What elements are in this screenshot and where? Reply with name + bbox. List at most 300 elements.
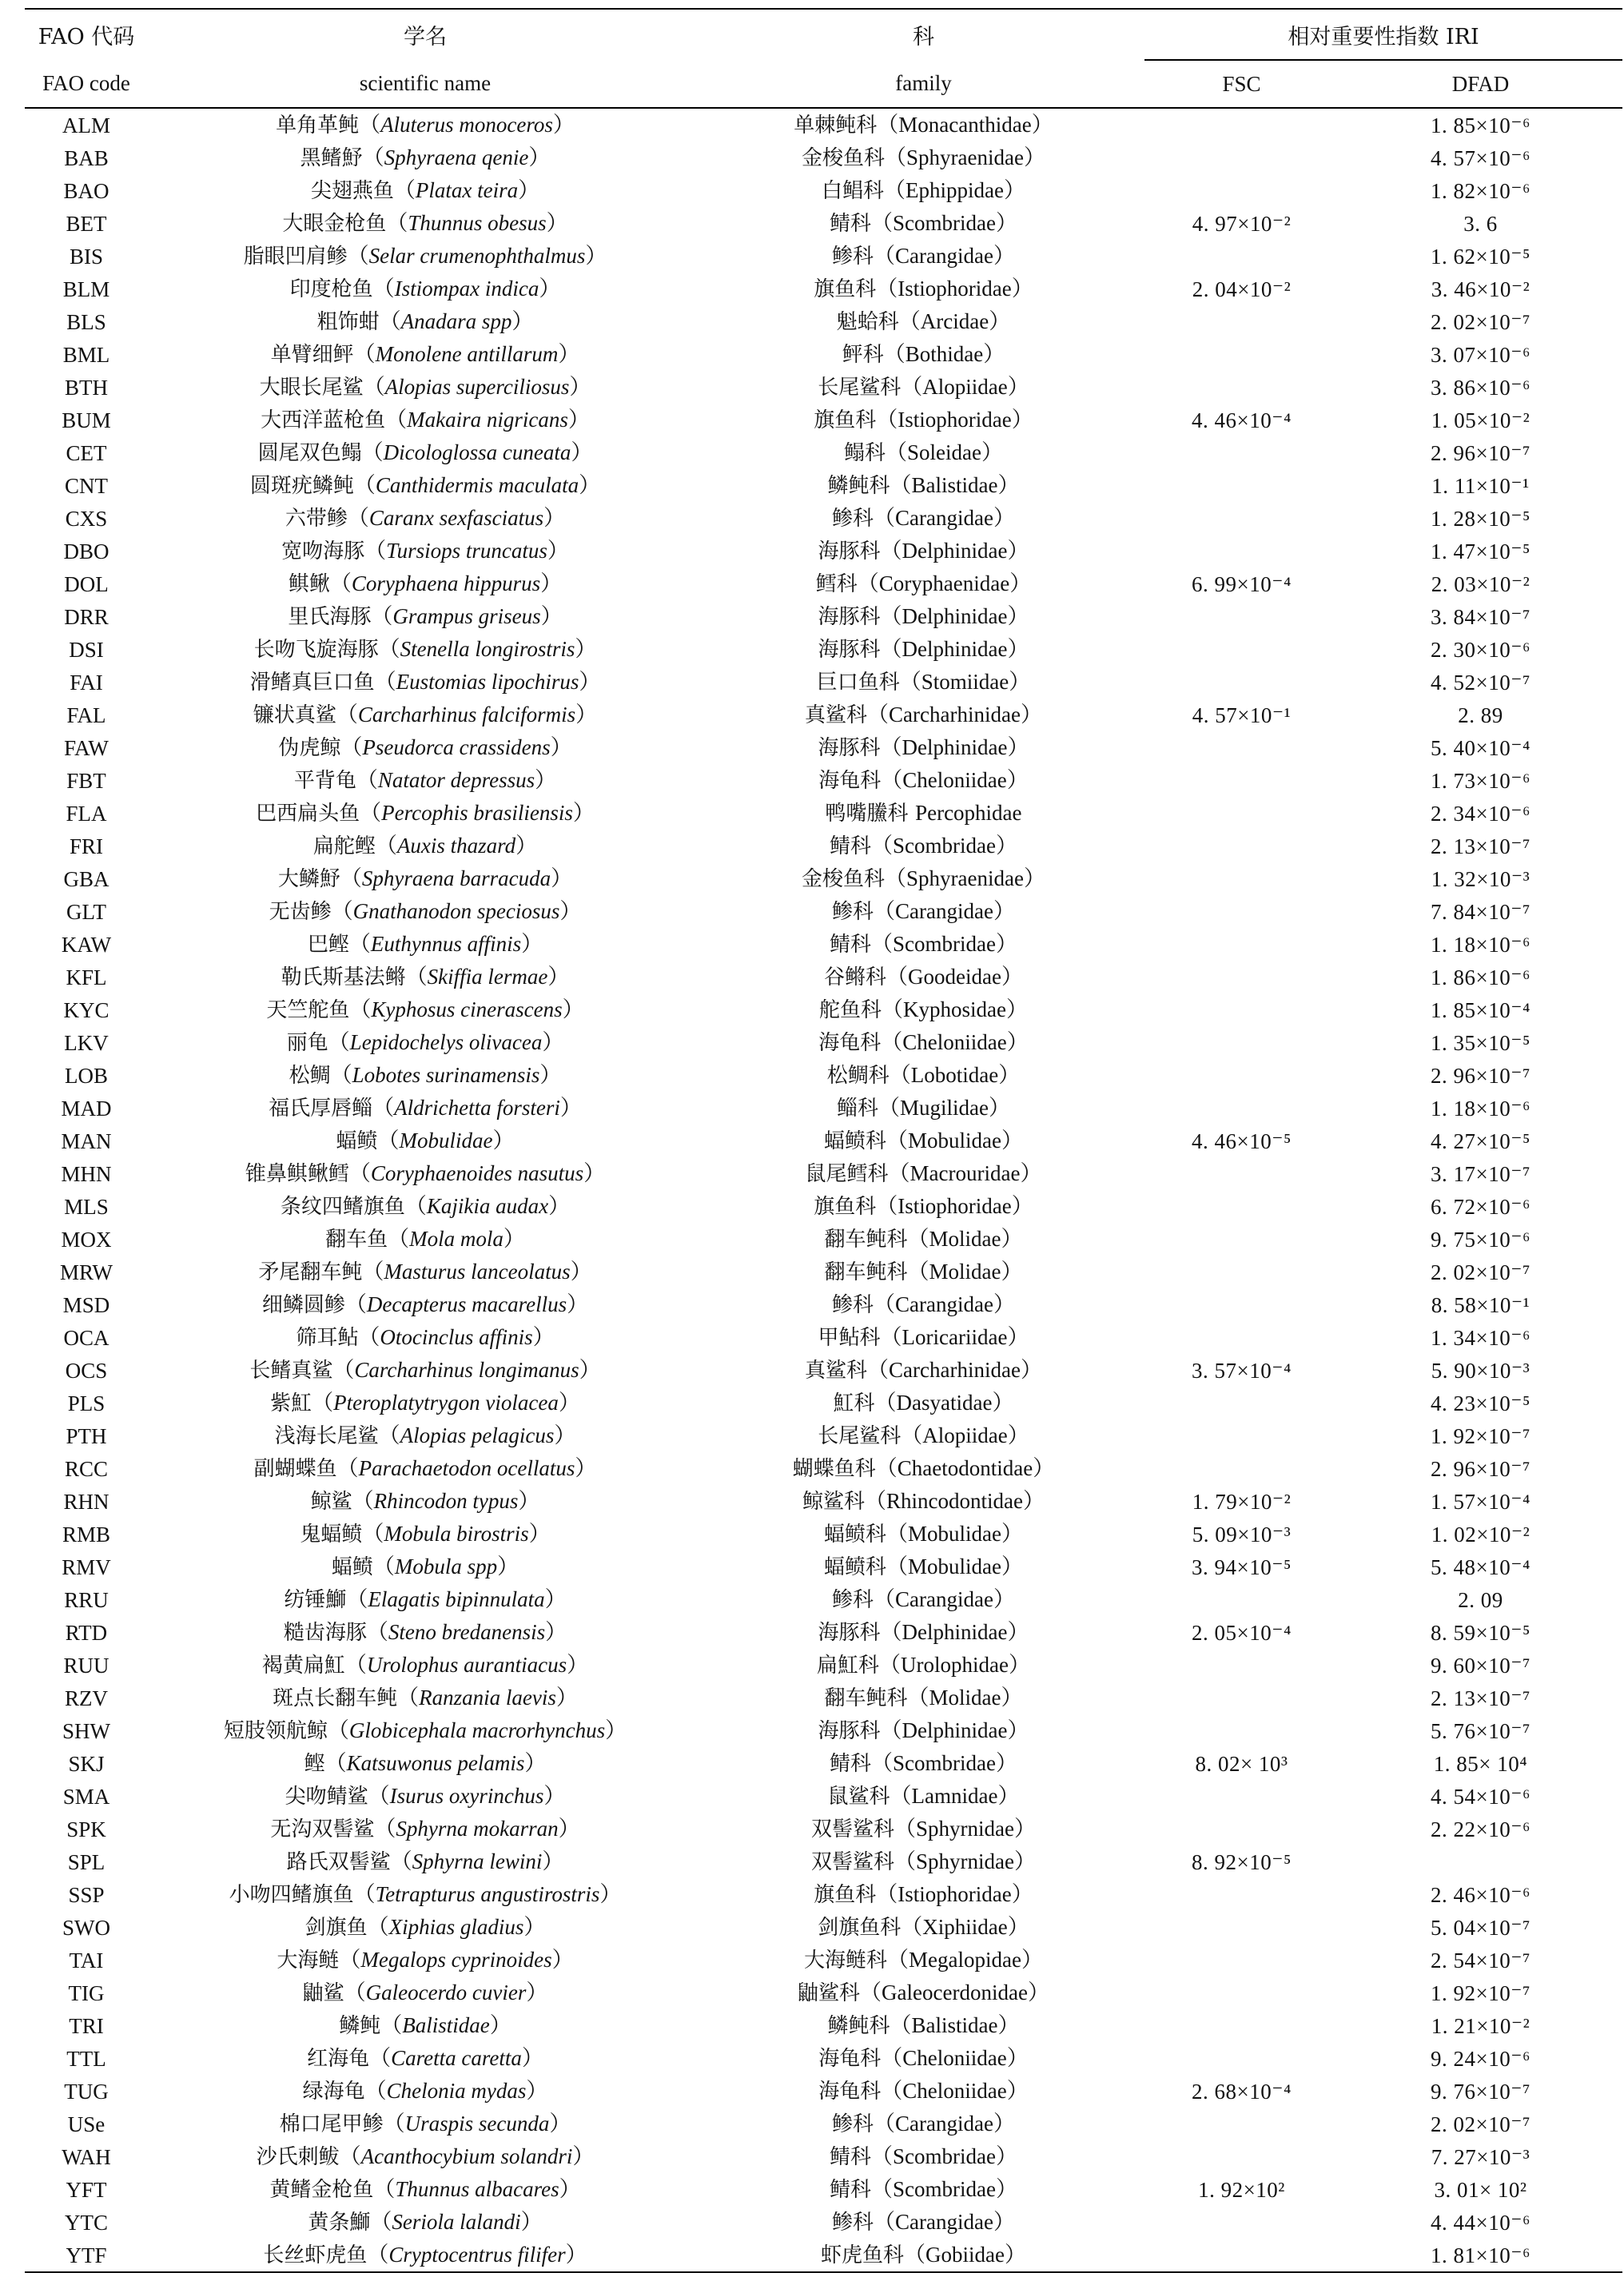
family-chinese-name: 鲹科 [832, 2112, 874, 2136]
scientific-name-cell: 大眼金枪鱼（Thunnus obesus） [282, 211, 568, 236]
family-latin-name: Alopiidae [922, 375, 1008, 399]
fao-code-cell: DOL [64, 571, 109, 596]
family-chinese-name: 松鲷科 [826, 1064, 890, 1088]
table-row [25, 1878, 1622, 1911]
family-chinese-name: 魟科 [833, 1391, 875, 1415]
species-chinese-name: 鼬鲨 [302, 1981, 344, 2005]
fao-code-cell: YTC [65, 2210, 108, 2235]
family-cell: 鲹科（Carangidae） [832, 899, 1015, 924]
table-row [25, 1682, 1622, 1714]
fsc-iri-cell [1144, 2009, 1339, 2042]
species-chinese-name: 宽吻海豚 [281, 539, 365, 563]
species-chinese-name: 印度枪鱼 [289, 277, 373, 301]
table-row [25, 305, 1622, 338]
header-code-en: FAO code [25, 60, 148, 108]
species-chinese-name: 大眼长尾鲨 [259, 376, 364, 400]
dfad-iri-cell: 2. 96×10⁻⁷ [1431, 440, 1530, 465]
family-latin-name: Urolophidae [901, 1653, 1009, 1677]
species-latin-name: Kyphosus cinerascens [371, 997, 563, 1021]
family-cell: 海龟科（Cheloniidae） [818, 1030, 1029, 1055]
family-cell: 巨口鱼科（Stomiidae） [816, 670, 1031, 695]
dfad-iri-cell: 2. 96×10⁻⁷ [1431, 1456, 1530, 1481]
family-cell: 真鲨科（Carcharhinidae） [805, 703, 1042, 727]
species-latin-name: Skiffia lermae [427, 965, 548, 989]
fsc-iri-cell [1144, 174, 1339, 207]
header-code-cn: FAO 代码 [25, 9, 148, 60]
species-latin-name: Thunnus obesus [408, 211, 547, 235]
scientific-name-cell: 松鲷（Lobotes surinamensis） [289, 1063, 562, 1088]
family-cell: 鳞鲀科（Balistidae） [827, 2013, 1020, 2038]
family-cell: 双髻鲨科（Sphyrnidae） [811, 1817, 1036, 1841]
species-chinese-name: 副蝴蝶鱼 [253, 1457, 337, 1481]
fsc-iri-cell: 4. 97×10⁻² [1192, 211, 1292, 236]
dfad-iri-cell: 4. 57×10⁻⁶ [1431, 145, 1530, 170]
species-chinese-name: 小吻四鳍旗鱼 [229, 1883, 354, 1907]
family-cell: 长尾鲨科（Alopiidae） [818, 375, 1029, 400]
family-latin-name: Delphinidae [902, 1620, 1008, 1644]
dfad-iri-cell: 2. 13×10⁻⁷ [1431, 1686, 1530, 1710]
family-latin-name: Goodeidae [908, 965, 1001, 989]
family-cell: 鲹科（Carangidae） [832, 244, 1015, 269]
scientific-name-cell: 短肢领航鲸（Globicephala macrorhynchus） [223, 1718, 627, 1743]
family-cell: 翻车鲀科（Molidae） [824, 1686, 1023, 1710]
family-latin-name: Carangidae [895, 2112, 993, 2136]
dfad-iri-cell: 5. 90×10⁻³ [1431, 1358, 1530, 1383]
species-latin-name: Acanthocybium solandri [360, 2144, 573, 2168]
fsc-iri-cell [1144, 338, 1339, 371]
family-cell: 鲹科（Carangidae） [832, 2210, 1015, 2235]
family-cell: 旗鱼科（Istiophoridae） [814, 1882, 1033, 1907]
fao-code-cell: FBT [66, 768, 106, 793]
dfad-iri-cell: 3. 01× 10² [1434, 2177, 1527, 2202]
dfad-iri-cell: 1. 85×10⁻⁴ [1431, 997, 1530, 1022]
dfad-iri-cell: 1. 47×10⁻⁵ [1431, 539, 1530, 563]
fao-code-cell: GLT [66, 899, 106, 924]
family-latin-name: Monacanthidae [898, 113, 1032, 137]
fsc-iri-cell [1144, 1157, 1339, 1190]
fsc-iri-cell [1144, 961, 1339, 993]
fsc-iri-cell [1144, 600, 1339, 633]
table-row [25, 2108, 1622, 2140]
table-row [25, 436, 1622, 469]
dfad-iri-cell: 1. 62×10⁻⁵ [1431, 244, 1530, 269]
species-chinese-name: 锥鼻鲯鳅鳕 [245, 1162, 349, 1186]
family-latin-name: Kyphosidae [903, 997, 1006, 1021]
species-chinese-name: 长鳍真鲨 [249, 1359, 333, 1383]
family-cell: 鲹科（Carangidae） [832, 1587, 1015, 1612]
species-chinese-name: 巴鲣 [307, 933, 349, 957]
scientific-name-cell: 副蝴蝶鱼（Parachaetodon ocellatus） [253, 1456, 597, 1481]
dfad-iri-cell: 2. 46×10⁻⁶ [1431, 1882, 1530, 1907]
dfad-iri-cell: 1. 81×10⁻⁶ [1339, 2239, 1622, 2272]
header-sci-en: scientific name [148, 60, 703, 108]
fsc-iri-cell [1144, 1059, 1339, 1092]
fao-code-cell: BIS [69, 244, 104, 269]
table-row [25, 1026, 1622, 1059]
family-latin-name: Rhincodontidae [886, 1489, 1023, 1513]
fsc-iri-cell [1144, 1190, 1339, 1223]
dfad-iri-cell: 5. 40×10⁻⁴ [1431, 735, 1530, 760]
species-latin-name: Tetrapturus angustirostris [375, 1882, 600, 1906]
family-latin-name: Bothidae [905, 342, 984, 366]
dfad-iri-cell: 2. 03×10⁻² [1431, 571, 1530, 596]
fsc-iri-cell [1144, 633, 1339, 666]
family-latin-name: Cheloniidae [902, 2046, 1007, 2070]
scientific-name-cell: 长吻飞旋海豚（Stenella longirostris） [253, 637, 597, 662]
species-latin-name: Lepidochelys olivacea [349, 1030, 543, 1054]
species-latin-name: Alopias pelagicus [400, 1423, 555, 1447]
dfad-iri-cell: 1. 18×10⁻⁶ [1431, 932, 1530, 957]
table-row [25, 633, 1622, 666]
dfad-iri-cell: 2. 34×10⁻⁶ [1431, 801, 1530, 826]
dfad-iri-cell: 4. 27×10⁻⁵ [1431, 1129, 1530, 1153]
dfad-iri-cell: 2. 02×10⁻⁷ [1431, 2112, 1530, 2136]
dfad-iri-cell: 1. 18×10⁻⁶ [1431, 1096, 1530, 1121]
header-dfad: DFAD [1339, 60, 1622, 108]
species-latin-name: Euthynnus affinis [370, 932, 522, 956]
family-latin-name: Scombridae [893, 2177, 996, 2201]
family-chinese-name: 真鲨科 [805, 703, 868, 727]
family-latin-name: Mobulidae [908, 1554, 1001, 1578]
scientific-name-cell: 大海鲢（Megalops cyprinoides） [277, 1948, 574, 1972]
family-latin-name: Sphyraenidae [906, 145, 1024, 169]
species-chinese-name: 粗饰蚶 [316, 310, 380, 334]
dfad-iri-cell: 9. 76×10⁻⁷ [1431, 2079, 1530, 2104]
family-chinese-name: 鳎科 [844, 441, 886, 465]
scientific-name-cell: 路氏双髻鲨（Sphyrna lewini） [286, 1849, 564, 1874]
species-latin-name: Elagatis bipinnulata [368, 1587, 545, 1611]
family-latin-name: Loricariidae [902, 1325, 1008, 1349]
dfad-iri-cell: 1. 35×10⁻⁵ [1431, 1030, 1530, 1055]
dfad-iri-cell: 9. 24×10⁻⁶ [1431, 2046, 1530, 2071]
family-latin-name: Soleidae [907, 440, 981, 464]
scientific-name-cell: 尖吻鲭鲨（Isurus oxyrinchus） [285, 1784, 566, 1809]
fao-code-cell: TAI [69, 1948, 104, 1972]
family-cell: 鲻科（Mugilidae） [837, 1096, 1010, 1121]
scientific-name-cell: 无沟双髻鲨（Sphyrna mokarran） [270, 1817, 580, 1841]
dfad-iri-cell: 7. 27×10⁻³ [1431, 2144, 1530, 2169]
scientific-name-cell: 锥鼻鲯鳅鳕（Coryphaenoides nasutus） [245, 1161, 606, 1186]
family-chinese-name: 鼠鲨科 [827, 1785, 890, 1809]
dfad-iri-cell: 1. 73×10⁻⁶ [1431, 768, 1530, 793]
dfad-iri-cell: 4. 54×10⁻⁶ [1431, 1784, 1530, 1809]
family-latin-name: Lamnidae [911, 1784, 998, 1808]
family-chinese-name: 扁魟科 [817, 1654, 880, 1678]
family-cell [703, 797, 1144, 830]
scientific-name-cell: 小吻四鳍旗鱼（Tetrapturus angustirostris） [229, 1882, 622, 1907]
species-latin-name: Masturus lanceolatus [384, 1260, 571, 1284]
species-latin-name: Makaira nigricans [407, 408, 568, 432]
fao-code-cell: BUM [62, 408, 111, 432]
dfad-iri-cell: 2. 96×10⁻⁷ [1431, 1063, 1530, 1088]
fao-code-cell: SMA [62, 1784, 110, 1809]
dfad-iri-cell: 2. 09 [1458, 1587, 1503, 1612]
family-chinese-name: 翻车鲀科 [824, 1228, 908, 1252]
table-row [25, 1059, 1622, 1092]
family-cell: 魁蛤科（Arcidae） [836, 309, 1011, 334]
family-latin-name: Chaetodontidae [897, 1456, 1033, 1480]
family-latin-name: Carangidae [895, 1587, 993, 1611]
table-row [25, 2173, 1622, 2206]
fao-code-cell: BAO [63, 178, 109, 203]
table-row [25, 1780, 1622, 1813]
family-latin-name: Molidae [929, 1260, 1001, 1284]
dfad-iri-cell: 2. 02×10⁻⁷ [1431, 1260, 1530, 1284]
family-chinese-name: 大海鲢科 [804, 1949, 888, 1972]
species-chinese-name: 松鲷 [289, 1064, 331, 1088]
table-row [25, 1518, 1622, 1550]
species-chinese-name: 棉口尾甲鲹 [279, 2112, 384, 2136]
family-cell: 谷鳉科（Goodeidae） [824, 965, 1023, 989]
family-chinese-name: 双髻鲨科 [811, 1817, 895, 1841]
species-chinese-name: 红海龟 [307, 2047, 370, 2071]
dfad-iri-cell: 3. 6 [1463, 211, 1498, 236]
family-cell: 扁魟科（Urolophidae） [817, 1653, 1030, 1678]
table-row [25, 535, 1622, 567]
scientific-name-cell: 单角革鲀（Aluterus monoceros） [276, 113, 575, 137]
fao-code-cell: GBA [63, 866, 109, 891]
dfad-iri-cell: 4. 44×10⁻⁶ [1431, 2210, 1530, 2235]
fao-code-cell: WAH [62, 2144, 111, 2169]
family-latin-name: Coryphaenidae [878, 571, 1010, 595]
scientific-name-cell: 大鳞魣（Sphyraena barracuda） [277, 866, 573, 891]
scientific-name-cell: 单臂细鲆（Monolene antillarum） [270, 342, 580, 367]
family-cell: 鳎科（Soleidae） [844, 440, 1003, 465]
family-chinese-name: 旗鱼科 [814, 408, 877, 432]
table-row [25, 1256, 1622, 1288]
fao-code-cell: BLS [66, 309, 106, 334]
dfad-iri-cell: 3. 46×10⁻² [1431, 277, 1530, 301]
scientific-name-cell: 蝠鲼（Mobula spp） [331, 1554, 519, 1579]
family-latin-name: Balistidae [911, 473, 998, 497]
fsc-iri-cell [1144, 1288, 1339, 1321]
family-cell: 海豚科（Delphinidae） [818, 604, 1029, 629]
dfad-iri-cell: 5. 04×10⁻⁷ [1431, 1915, 1530, 1940]
dfad-iri-cell: 9. 60×10⁻⁷ [1431, 1653, 1530, 1678]
fao-code-cell: LOB [65, 1063, 108, 1088]
scientific-name-cell: 宽吻海豚（Tursiops truncatus） [281, 539, 569, 563]
family-latin-name: Sphyrnidae [916, 1849, 1014, 1873]
scientific-name-cell: 印度枪鱼（Istiompax indica） [289, 277, 561, 301]
family-latin-name: Delphinidae [902, 539, 1008, 563]
iri-table [25, 8, 1622, 2273]
scientific-name-cell: 脂眼凹肩鲹（Selar crumenophthalmus） [243, 244, 607, 269]
family-latin-name: Lobotidae [910, 1063, 999, 1087]
scientific-name-cell: 细鳞圆鲹（Decapterus macarellus） [261, 1292, 589, 1317]
family-cell: 魟科（Dasyatidae） [833, 1391, 1014, 1415]
scientific-name-cell: 褐黄扁魟（Urolophus aurantiacus） [261, 1653, 589, 1678]
species-chinese-name: 单臂细鲆 [270, 343, 354, 367]
species-latin-name: Platax teira [415, 178, 519, 202]
scientific-name-cell: 黑鳍魣（Sphyraena qenie） [300, 145, 551, 170]
fsc-iri-cell: 2. 04×10⁻² [1192, 277, 1292, 301]
fao-code-cell: LKV [64, 1030, 109, 1055]
table-row [25, 2009, 1622, 2042]
scientific-name-cell: 平背龟（Natator depressus） [293, 768, 557, 793]
family-chinese-name: 蝴蝶鱼科 [792, 1457, 876, 1481]
family-chinese-name: 鼬鲨科 [798, 1981, 861, 2005]
fsc-iri-cell: 8. 02× 10³ [1195, 1751, 1288, 1776]
family-latin-name: Mobulidae [908, 1129, 1001, 1152]
family-chinese-name: 旗鱼科 [814, 1883, 877, 1907]
species-chinese-name: 斑点长翻车鲀 [273, 1686, 398, 1710]
species-chinese-name: 浅海长尾鲨 [274, 1424, 379, 1448]
family-latin-name: Scombridae [893, 834, 996, 858]
header-family-en: family [703, 60, 1144, 108]
fao-code-cell: YFT [66, 2177, 107, 2202]
family-latin-name: Balistidae [911, 2013, 998, 2037]
species-latin-name: Aldrichetta forsteri [394, 1096, 560, 1120]
fsc-iri-cell [1144, 1026, 1339, 1059]
species-chinese-name: 镰状真鲨 [253, 703, 336, 727]
scientific-name-cell: 黄条鰤（Seriola lalandi） [308, 2210, 543, 2235]
species-latin-name: Rhincodon typus [373, 1489, 519, 1513]
family-cell: 单棘鲀科（Monacanthidae） [794, 113, 1053, 137]
scientific-name-cell: 矛尾翻车鲀（Masturus lanceolatus） [258, 1260, 592, 1284]
table-row [25, 895, 1622, 928]
fsc-iri-cell [1144, 895, 1339, 928]
fsc-iri-cell [1144, 2206, 1339, 2239]
species-latin-name: Eustomias lipochirus [396, 670, 579, 694]
scientific-name-cell: 黄鳍金枪鱼（Thunnus albacares） [269, 2177, 581, 2202]
species-latin-name: Sphyraena barracuda [361, 866, 551, 890]
fao-code-cell: FAI [70, 670, 103, 695]
family-chinese-name: 巨口鱼科 [816, 671, 900, 695]
family-chinese-name: 鳞鲀科 [827, 2014, 890, 2038]
fsc-iri-cell: 4. 46×10⁻⁴ [1192, 408, 1292, 432]
fsc-iri-cell [1144, 993, 1339, 1026]
species-chinese-name: 矛尾翻车鲀 [258, 1260, 363, 1284]
fao-code-cell: RHN [63, 1489, 109, 1514]
family-cell: 鲆科（Bothidae） [842, 342, 1005, 367]
species-latin-name: Percophis brasiliensis [381, 801, 573, 825]
family-latin-name: Sphyraenidae [906, 866, 1024, 890]
fao-code-cell: KFL [66, 965, 107, 989]
dfad-iri-cell: 3. 86×10⁻⁶ [1431, 375, 1530, 400]
fao-code-cell: MOX [61, 1227, 112, 1252]
scientific-name-cell: 巴鲣（Euthynnus affinis） [307, 932, 543, 957]
fsc-iri-cell [1144, 305, 1339, 338]
fsc-iri-cell [1144, 1256, 1339, 1288]
fao-code-cell: MAN [61, 1129, 112, 1153]
family-chinese-name: 海豚科 [818, 736, 881, 760]
family-cell: 鼠鲨科（Lamnidae） [827, 1784, 1020, 1809]
species-chinese-name: 路氏双髻鲨 [286, 1850, 391, 1874]
dfad-iri-cell: 1. 32×10⁻³ [1431, 866, 1530, 891]
fsc-iri-cell [1144, 928, 1339, 961]
scientific-name-cell: 鲯鳅（Coryphaena hippurus） [288, 571, 563, 596]
table-header [25, 9, 1622, 108]
scientific-name-cell: 纺锤鰤（Elagatis bipinnulata） [284, 1587, 567, 1612]
family-chinese-name: 鲹科 [832, 507, 874, 531]
scientific-name-cell: 天竺舵鱼（Kyphosus cinerascens） [266, 997, 584, 1022]
species-chinese-name: 平背龟 [293, 769, 356, 793]
species-chinese-name: 长丝虾虎鱼 [263, 2243, 368, 2267]
species-latin-name: Mobula spp [394, 1554, 498, 1578]
species-chinese-name: 紫魟 [270, 1391, 312, 1415]
dfad-iri-cell: 2. 30×10⁻⁶ [1431, 637, 1530, 662]
family-latin-name: Istiophoridae [898, 1194, 1012, 1218]
species-latin-name: Mola mola [409, 1227, 504, 1251]
family-chinese-name: 单棘鲀科 [794, 113, 878, 137]
family-latin-name: Galeocerdonidae [882, 1980, 1028, 2004]
fao-code-cell: OCA [63, 1325, 109, 1350]
family-chinese-name: 谷鳉科 [824, 965, 887, 989]
family-chinese-name: 舵鱼科 [819, 998, 882, 1022]
fsc-iri-cell [1144, 731, 1339, 764]
dfad-iri-cell: 2. 22×10⁻⁶ [1431, 1817, 1530, 1841]
table-row [25, 108, 1622, 141]
species-latin-name: Gnathanodon speciosus [352, 899, 560, 923]
scientific-name-cell: 斑点长翻车鲀（Ranzania laevis） [273, 1686, 578, 1710]
fsc-iri-cell [1144, 108, 1339, 141]
species-chinese-name: 单角革鲀 [276, 113, 360, 137]
table-row [25, 731, 1622, 764]
species-latin-name: Coryphaena hippurus [351, 571, 541, 595]
table-row [25, 1944, 1622, 1976]
table-row [25, 1616, 1622, 1649]
family-latin-name: Molidae [929, 1227, 1001, 1251]
family-chinese-name: 鲸鲨科 [802, 1490, 866, 1514]
dfad-iri-cell: 4. 52×10⁻⁷ [1431, 670, 1530, 695]
family-cell: 海龟科（Cheloniidae） [818, 2079, 1029, 2104]
fsc-iri-cell [1144, 1911, 1339, 1944]
fao-code-cell: FRI [69, 834, 104, 858]
family-latin-name: Scombridae [893, 2144, 996, 2168]
fao-code-cell: SSP [68, 1882, 105, 1907]
fsc-iri-cell [1144, 2239, 1339, 2272]
species-chinese-name: 绿海龟 [302, 2080, 365, 2104]
family-latin-name: Scombridae [893, 211, 996, 235]
dfad-iri-cell: 1. 34×10⁻⁶ [1431, 1325, 1530, 1350]
species-chinese-name: 黄条鰤 [308, 2211, 371, 2235]
fao-code-cell: YTF [25, 2239, 148, 2272]
fao-code-cell: RCC [64, 1456, 109, 1481]
table-row [25, 2075, 1622, 2108]
family-latin-name: Dasyatidae [896, 1391, 993, 1415]
species-latin-name: Xiphias gladius [388, 1915, 524, 1939]
fsc-iri-cell [1144, 535, 1339, 567]
species-chinese-name: 里氏海豚 [288, 605, 372, 629]
dfad-iri-cell: 8. 59×10⁻⁵ [1431, 1620, 1530, 1645]
family-chinese-name: 海龟科 [818, 2080, 882, 2104]
family-cell: 蝠鲼科（Mobulidae） [824, 1129, 1023, 1153]
scientific-name-cell: 糙齿海豚（Steno bredanensis） [283, 1620, 567, 1645]
species-latin-name: Decapterus macarellus [366, 1292, 567, 1316]
fsc-iri-cell [1144, 1321, 1339, 1354]
species-latin-name: Pteroplatytrygon violacea [333, 1391, 559, 1415]
dfad-iri-cell: 6. 72×10⁻⁶ [1431, 1194, 1530, 1219]
species-latin-name: Monolene antillarum [375, 342, 559, 366]
fsc-iri-cell: 8. 92×10⁻⁵ [1192, 1849, 1292, 1874]
family-chinese-name: 海豚科 [818, 638, 881, 662]
family-latin-name: Sphyrnidae [916, 1817, 1014, 1841]
family-latin-name: Carcharhinidae [889, 703, 1021, 726]
species-chinese-name: 福氏厚唇鲻 [269, 1097, 373, 1121]
dfad-iri-cell: 1. 82×10⁻⁶ [1431, 178, 1530, 203]
family-chinese-name: 鼠尾鳕科 [805, 1162, 889, 1186]
fao-code-cell: BLM [62, 277, 110, 301]
species-chinese-name: 六带鲹 [285, 507, 348, 531]
dfad-iri-cell: 9. 75×10⁻⁶ [1431, 1227, 1530, 1252]
fao-code-cell: ALM [62, 113, 110, 137]
dfad-iri-cell: 1. 92×10⁻⁷ [1431, 1980, 1530, 2005]
fao-code-cell: CNT [65, 473, 108, 498]
species-chinese-name: 鬼蝠鲼 [300, 1523, 363, 1547]
fsc-iri-cell: 3. 94×10⁻⁵ [1192, 1554, 1292, 1579]
family-latin-name: Carangidae [895, 2210, 993, 2234]
species-chinese-name: 短肢领航鲸 [223, 1719, 328, 1743]
